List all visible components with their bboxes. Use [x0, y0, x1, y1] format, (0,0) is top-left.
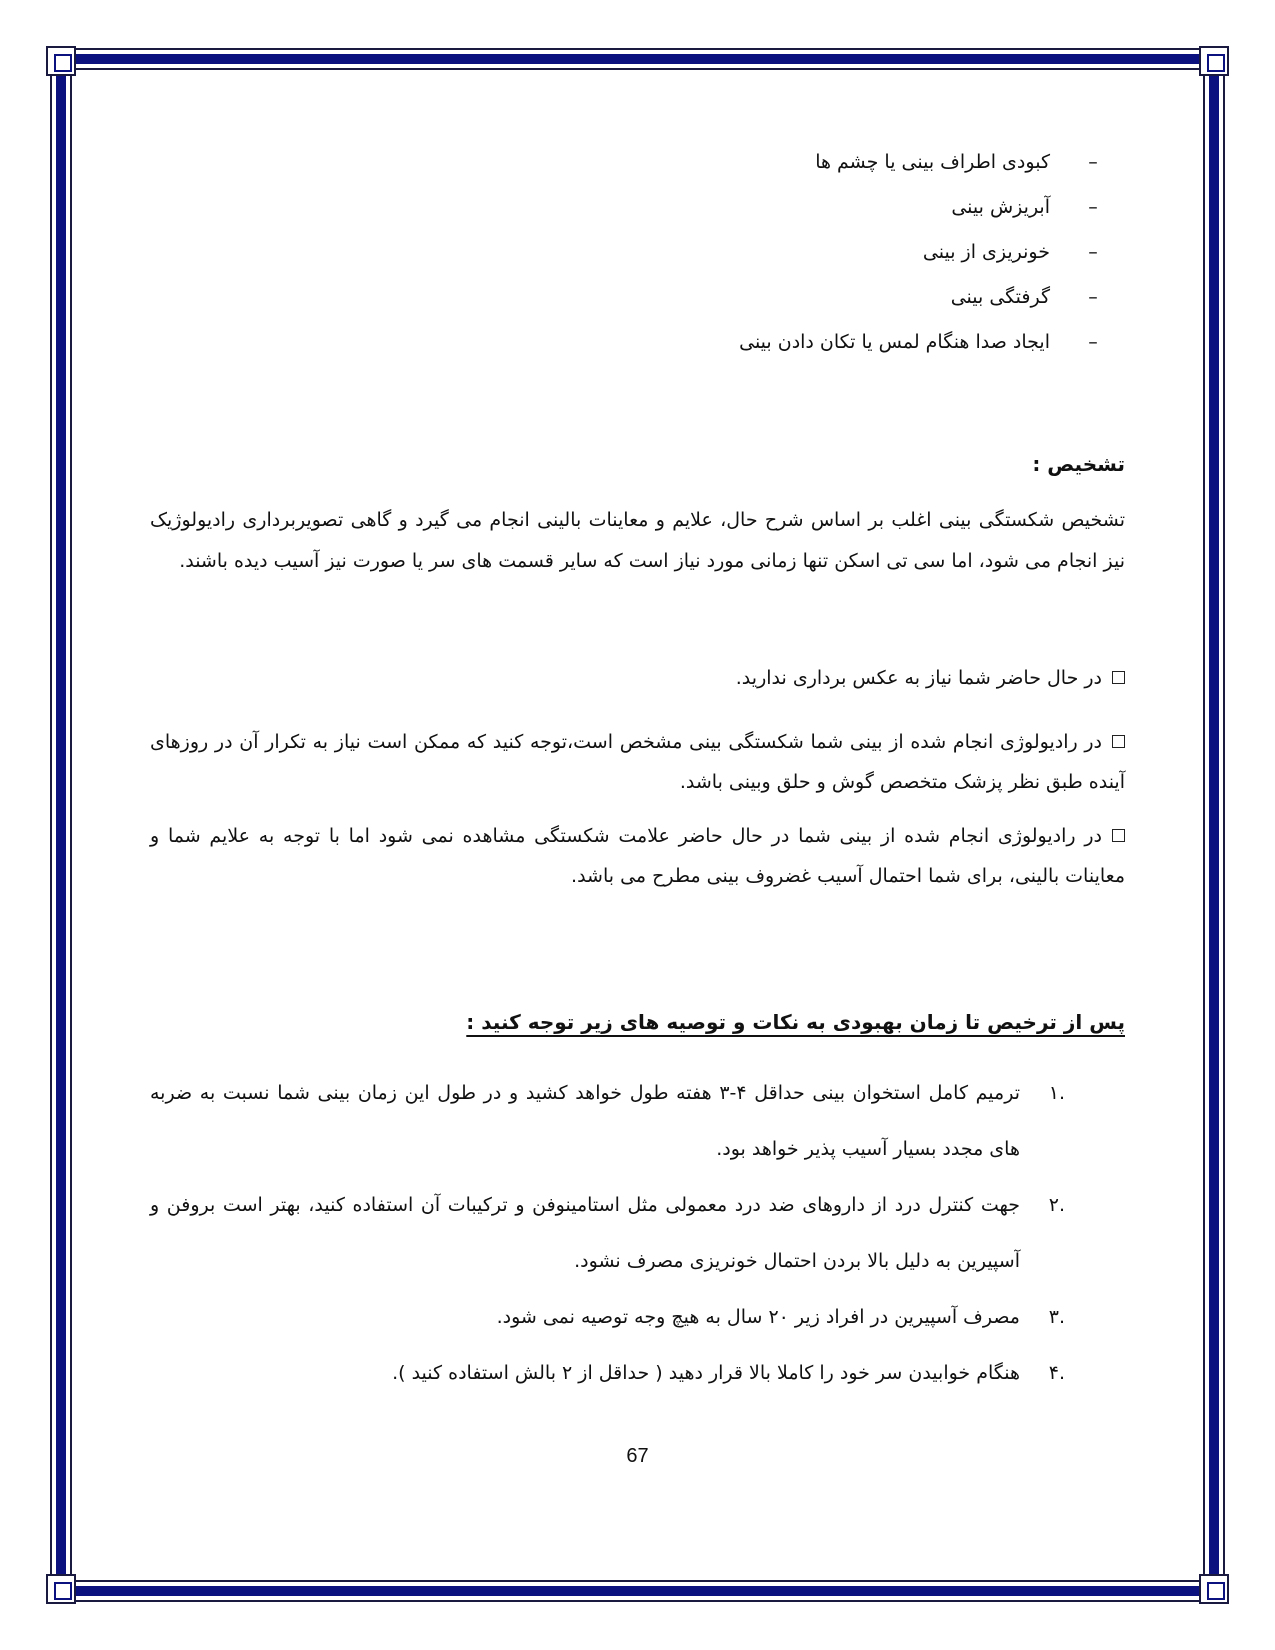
page-content — [150, 140, 1125, 1384]
page-number: 67 — [626, 1445, 649, 1467]
corner-ornament-top-right — [1199, 46, 1229, 76]
checkbox-item-cartilage-injury: در رادیولوژی انجام شده از بینی شما در حال حاضر علامت شکستگی مشاهده نمی شود اما با توجه به علایم شما و معاینات بالینی، برای شما احتمال آسیب غضروف بینی مطرح می باشد. — [150, 825, 1125, 887]
dash-marker: – — [1088, 151, 1098, 173]
item-number: .۱ — [1048, 1082, 1065, 1104]
list-item: – ایجاد صدا هنگام لمس یا تکان دادن بینی — [150, 320, 1125, 365]
list-item: – آبریزش بینی — [150, 185, 1125, 230]
list-item: .۲ جهت کنترل درد از داروهای ضد درد معمولی مثل استامینوفن و ترکیبات آن استفاده کنید، بهتر است بروفن و آسپیرین به دلیل بالا بردن احتمال خونریزی مصرف نشود. — [150, 1177, 1125, 1289]
checkbox-item-no-xray: در حال حاضر شما نیاز به عکس برداری ندارید. — [150, 658, 1125, 698]
item-number: .۲ — [1048, 1194, 1065, 1216]
item-number: .۴ — [1048, 1362, 1065, 1384]
corner-ornament-bottom-left — [46, 1574, 76, 1604]
dash-marker: – — [1088, 241, 1098, 263]
list-item: – خونریزی از بینی — [150, 230, 1125, 275]
corner-ornament-bottom-right — [1199, 1574, 1229, 1604]
checkbox-square-icon[interactable] — [1112, 671, 1125, 684]
symptom-list — [150, 140, 1125, 365]
care-instructions-heading: پس از ترخیص تا زمان بهبودی به نکات و توصیه های زیر توجه کنید : — [466, 1010, 1125, 1034]
list-item: .۱ ترمیم کامل استخوان بینی حداقل ۴-۳ هفته طول خواهد کشید و در طول این زمان بینی شما نسبت به ضربه های مجدد بسیار آسیب پذیر خواهد بود. — [150, 1065, 1125, 1177]
list-item: – کبودی اطراف بینی یا چشم ها — [150, 140, 1125, 185]
checkbox-square-icon[interactable] — [1112, 735, 1125, 748]
checkbox-item-fracture-visible: در رادیولوژی انجام شده از بینی شما شکستگی بینی مشخص است،توجه کنید که ممکن است نیاز به تکرار آن در روزهای آینده طبق نظر پزشک متخصص گوش و حلق وبینی باشد. — [150, 731, 1125, 793]
dash-marker: – — [1088, 196, 1098, 218]
list-item: .۳ مصرف آسپیرین در افراد زیر ۲۰ سال به هیچ وجه توصیه نمی شود. — [150, 1289, 1125, 1345]
corner-ornament-top-left — [46, 46, 76, 76]
dash-marker: – — [1088, 286, 1098, 308]
diagnosis-heading: تشخیص : — [1032, 452, 1125, 476]
item-number: .۳ — [1048, 1306, 1065, 1328]
diagnosis-paragraph: تشخیص شکستگی بینی اغلب بر اساس شرح حال، علایم و معاینات بالینی انجام می گیرد و گاهی تصویربرداری رادیولوژیک نیز انجام می شود، اما سی تی اسکن تنها زمانی مورد نیاز است که سایر قسمت های سر یا صورت نیز آسیب دیده باشند. — [150, 509, 1125, 572]
list-item: .۴ هنگام خوابیدن سر خود را کاملا بالا قرار دهید ( حداقل از ۲ بالش استفاده کنید ). — [150, 1345, 1125, 1401]
checkbox-square-icon[interactable] — [1112, 829, 1125, 842]
list-item: – گرفتگی بینی — [150, 275, 1125, 320]
dash-marker: – — [1088, 331, 1098, 353]
care-instructions-list — [150, 1065, 1125, 1401]
